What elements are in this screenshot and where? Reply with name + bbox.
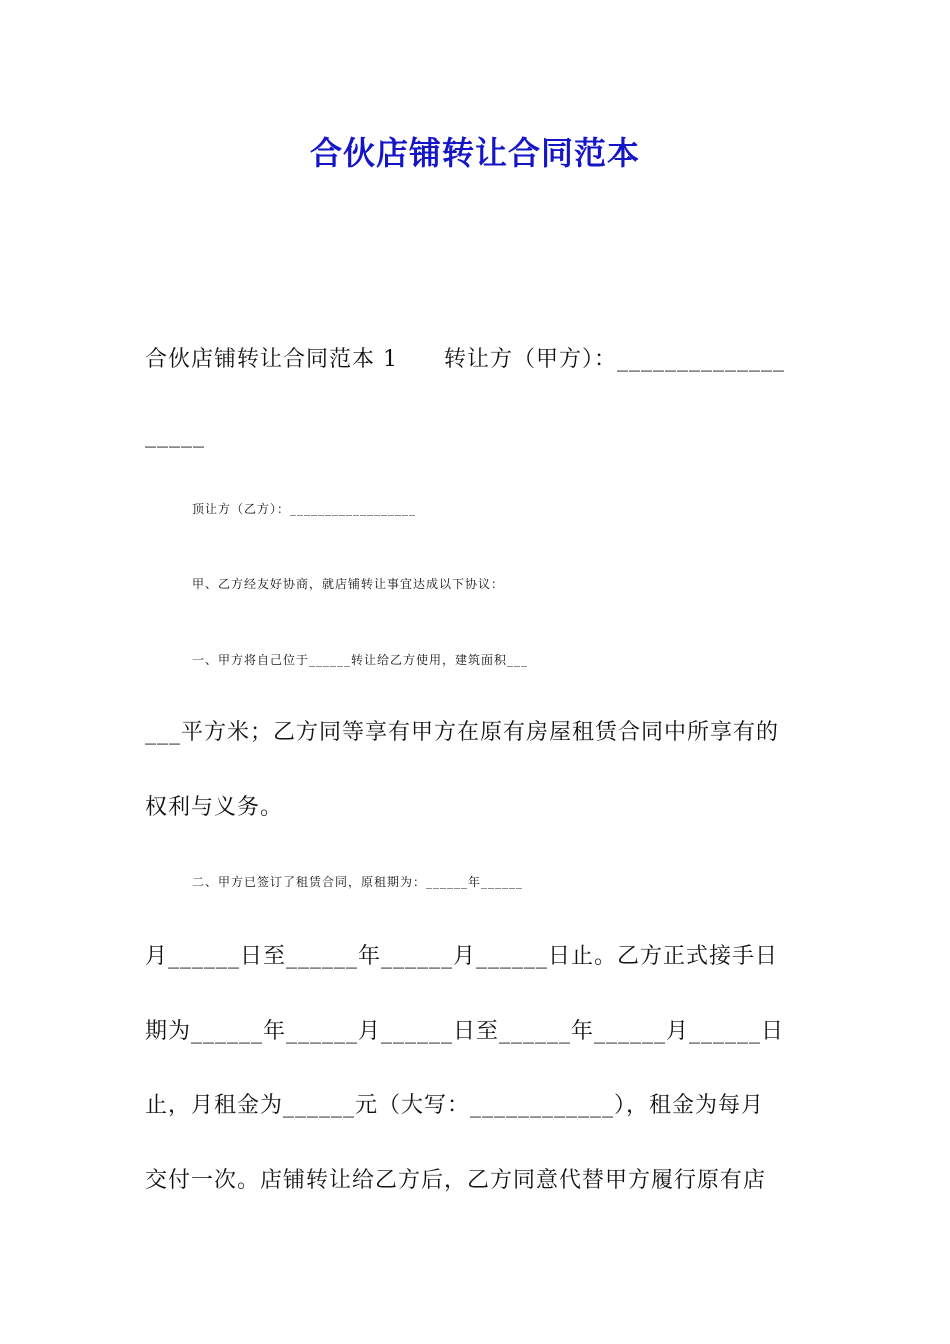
paragraph-line-2: _____ [145,423,205,448]
paragraph-line-3: 顶让方（乙方）：__________________ [192,502,417,516]
paragraph-line-9: 月______日至______年______月______日止。乙方正式接手日 [145,944,779,969]
paragraph-line-5: 一、甲方将自己位于______转让给乙方使用，建筑面积___ [192,653,529,667]
paragraph-line-11: 止，月租金为______元（大写：____________），租金为每月 [145,1093,765,1118]
paragraph-line-1: 合伙店铺转让合同范本 1 转让方（甲方）：______________ [145,347,785,372]
document-title: 合伙店铺转让合同范本 [309,134,640,172]
paragraph-line-10: 期为______年______月______日至______年______月______日 [145,1019,785,1044]
paragraph-line-4: 甲、乙方经友好协商，就店铺转让事宜达成以下协议： [192,577,505,591]
paragraph-line-7: 权利与义务。 [145,795,284,820]
paragraph-line-12: 交付一次。店铺转让给乙方后，乙方同意代替甲方履行原有店 [145,1168,767,1193]
paragraph-line-8: 二、甲方已签订了租赁合同，原租期为：______年______ [192,875,524,889]
paragraph-line-6: ___平方米；乙方同等享有甲方在原有房屋租赁合同中所享有的 [145,720,780,745]
